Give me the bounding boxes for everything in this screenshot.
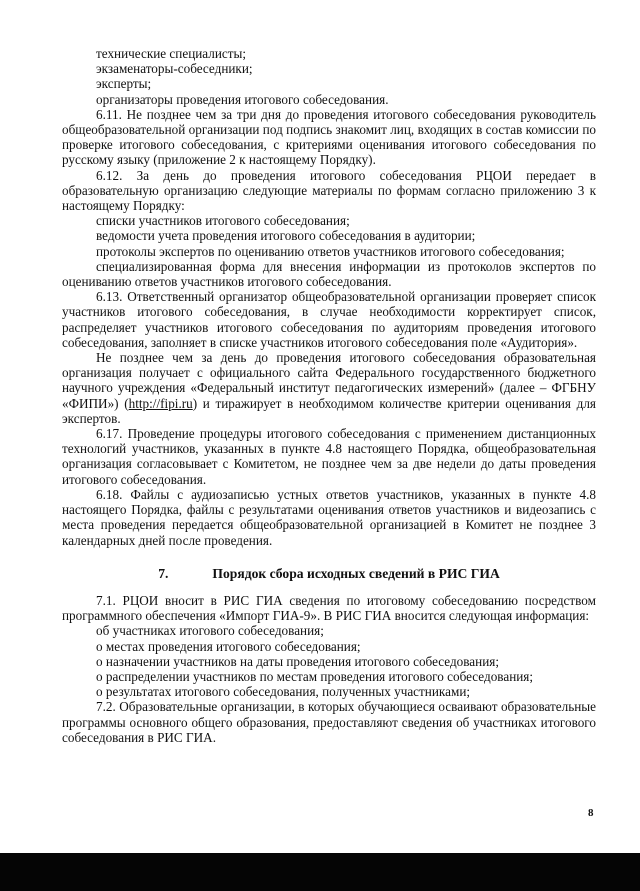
list-item: о распределении участников по местам проведения итогового собеседования;	[96, 668, 534, 684]
document-body	[62, 46, 596, 745]
list-item: технические специалисты;	[96, 46, 247, 61]
paragraph-6-11: 6.11. Не позднее чем за три дня до проведения итогового собеседования руководитель общеобразовательной организации под подпись знакомит лиц, входящих в состав комиссии по проверке итогового собеседования, с критериями оценивания итогового собеседования по русскому языку (приложение 2 к настоящему Порядку).	[62, 106, 596, 168]
list-item: ведомости учета проведения итогового собеседования в аудитории;	[96, 228, 476, 244]
list-item: о местах проведения итогового собеседования;	[96, 638, 361, 654]
paragraph-6-13: 6.13. Ответственный организатор общеобразовательной организации проверяет список участников итогового собеседования, в случае необходимости корректирует список, распределяет участников итогового собеседования по аудиториям проведения итогового собеседования, заполняет в списке участников итогового собеседования поле «Аудитория».	[62, 289, 596, 350]
list-item: эксперты;	[96, 76, 152, 92]
list-item: протоколы экспертов по оцениванию ответов участников итогового собеседования;	[96, 243, 565, 259]
list-item: специализированная форма для внесения информации из протоколов экспертов по оцениванию ответов участников итогового собеседования.	[62, 258, 596, 290]
list-item: списки участников итогового собеседования;	[96, 213, 350, 229]
paragraph-text: ) и тиражирует в необходимом количестве критерии оценивания для экспертов.	[62, 395, 596, 426]
paragraph-7-2: 7.2. Образовательные организации, в которых обучающиеся осваивают образовательные программы основного общего образования, предоставляют сведения об участниках итогового собеседования в РИС ГИА.	[62, 699, 596, 745]
paragraph-6-18: 6.18. Файлы с аудиозаписью устных ответов участников, указанных в пункте 4.8 настоящего Порядка, файлы с результатами оценивания ответов участников и видеозапись с места проведения передается общеобразовательной организацией в Комитет не позднее 3 календарных дней после проведения.	[62, 486, 596, 548]
section-number: 7.	[158, 565, 169, 581]
page-number: 8	[588, 807, 594, 819]
list-item: об участниках итогового собеседования;	[96, 623, 324, 639]
paragraph-7-1: 7.1. РЦОИ вносит в РИС ГИА сведения по итоговому собеседованию посредством программного обеспечения «Импорт ГИА-9». В РИС ГИА вносится следующая информация:	[62, 592, 596, 624]
scan-border	[0, 853, 640, 891]
fipi-link[interactable]: http://fipi.ru	[128, 395, 193, 411]
list-item: организаторы проведения итогового собеседования.	[96, 91, 389, 107]
list-item: экзаменаторы-собеседники;	[96, 61, 253, 77]
paragraph-6-12: 6.12. За день до проведения итогового собеседования РЦОИ передает в образовательную организацию следующие материалы по формам согласно приложению 3 к настоящему Порядку:	[62, 167, 596, 214]
paragraph-text: Не позднее чем за день до проведения итогового собеседования образовательная организация получает с официального сайта Федерального государственного бюджетного научного учреждения «Федеральный институт педагогических измерений» (далее – ФГБНУ «ФИПИ») (	[62, 350, 596, 411]
list-item: о назначении участников на даты проведения итогового собеседования;	[96, 653, 500, 669]
list-item: о результатах итогового собеседования, полученных участниками;	[96, 684, 471, 700]
section-7-heading	[62, 566, 596, 581]
paragraph-6-17: 6.17. Проведение процедуры итогового собеседования с применением дистанционных технологий участников, указанных в пункте 4.8 настоящего Порядка, общеобразовательная организация согласовывает с Комитетом, не позднее чем за две недели до даты проведения итогового собеседования.	[62, 426, 596, 487]
paragraph-6-13-fipi	[62, 350, 596, 426]
section-title: Порядок сбора исходных сведений в РИС ГИА	[212, 565, 500, 581]
